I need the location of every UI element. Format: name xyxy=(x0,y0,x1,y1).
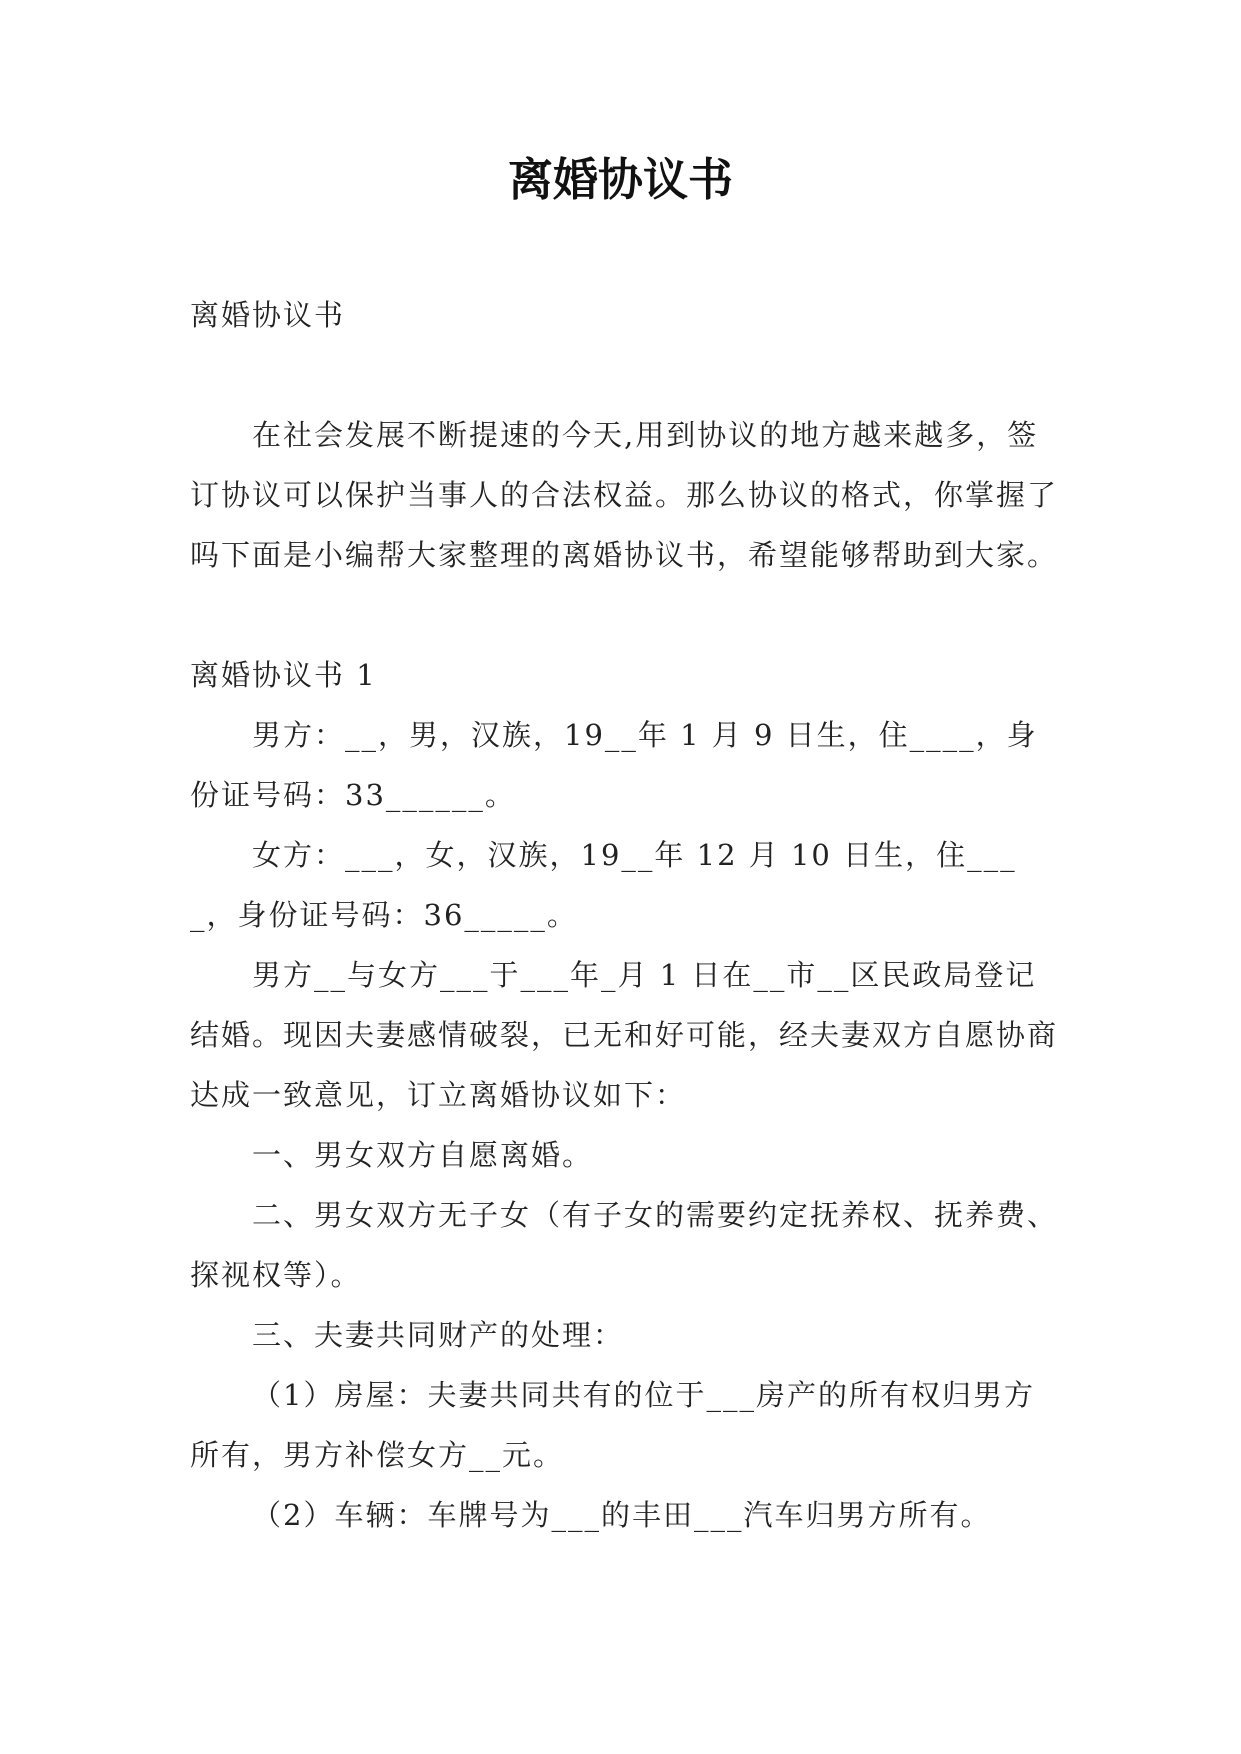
clause-three-item-house: （1）房屋：夫妻共同共有的位于___房产的所有权归男方所有，男方补偿女方__元。 xyxy=(190,1378,1035,1472)
intro-paragraph: 在社会发展不断提速的今天,用到协议的地方越来越多，签订协议可以保护当事人的合法权益。那么协议的格式，你掌握了吗下面是小编帮大家整理的离婚协议书，希望能够帮助到大家。 xyxy=(190,418,1059,572)
spacer xyxy=(190,345,1060,405)
clause-three: 三、夫妻共同财产的处理： xyxy=(252,1318,625,1352)
paragraph-male-party: 男方：__，男，汉族，19__年 1 月 9 日生，住____，身份证号码：33______。 xyxy=(190,718,1038,812)
clause-two: 二、男女双方无子女（有子女的需要约定抚养权、抚养费、探视权等）。 xyxy=(190,1198,1059,1292)
document-title: 离婚协议书 xyxy=(507,153,733,206)
clause-one: 一、男女双方自愿离婚。 xyxy=(252,1138,594,1172)
document-body xyxy=(190,285,1060,1545)
spacer xyxy=(190,585,1060,645)
document-subtitle: 离婚协议书 xyxy=(190,298,346,332)
section-heading: 离婚协议书 1 xyxy=(190,658,377,692)
paragraph-female-party: 女方：___，女，汉族，19__年 12 月 10 日生，住____，身份证号码：36_____。 xyxy=(190,838,1017,932)
clause-three-item-vehicle: （2）车辆：车牌号为___的丰田___汽车归男方所有。 xyxy=(252,1498,992,1532)
paragraph-marriage-registration: 男方__与女方___于___年_月 1 日在__市__区民政局登记结婚。现因夫妻感情破裂，已无和好可能，经夫妻双方自愿协商达成一致意见，订立离婚协议如下： xyxy=(190,958,1059,1112)
